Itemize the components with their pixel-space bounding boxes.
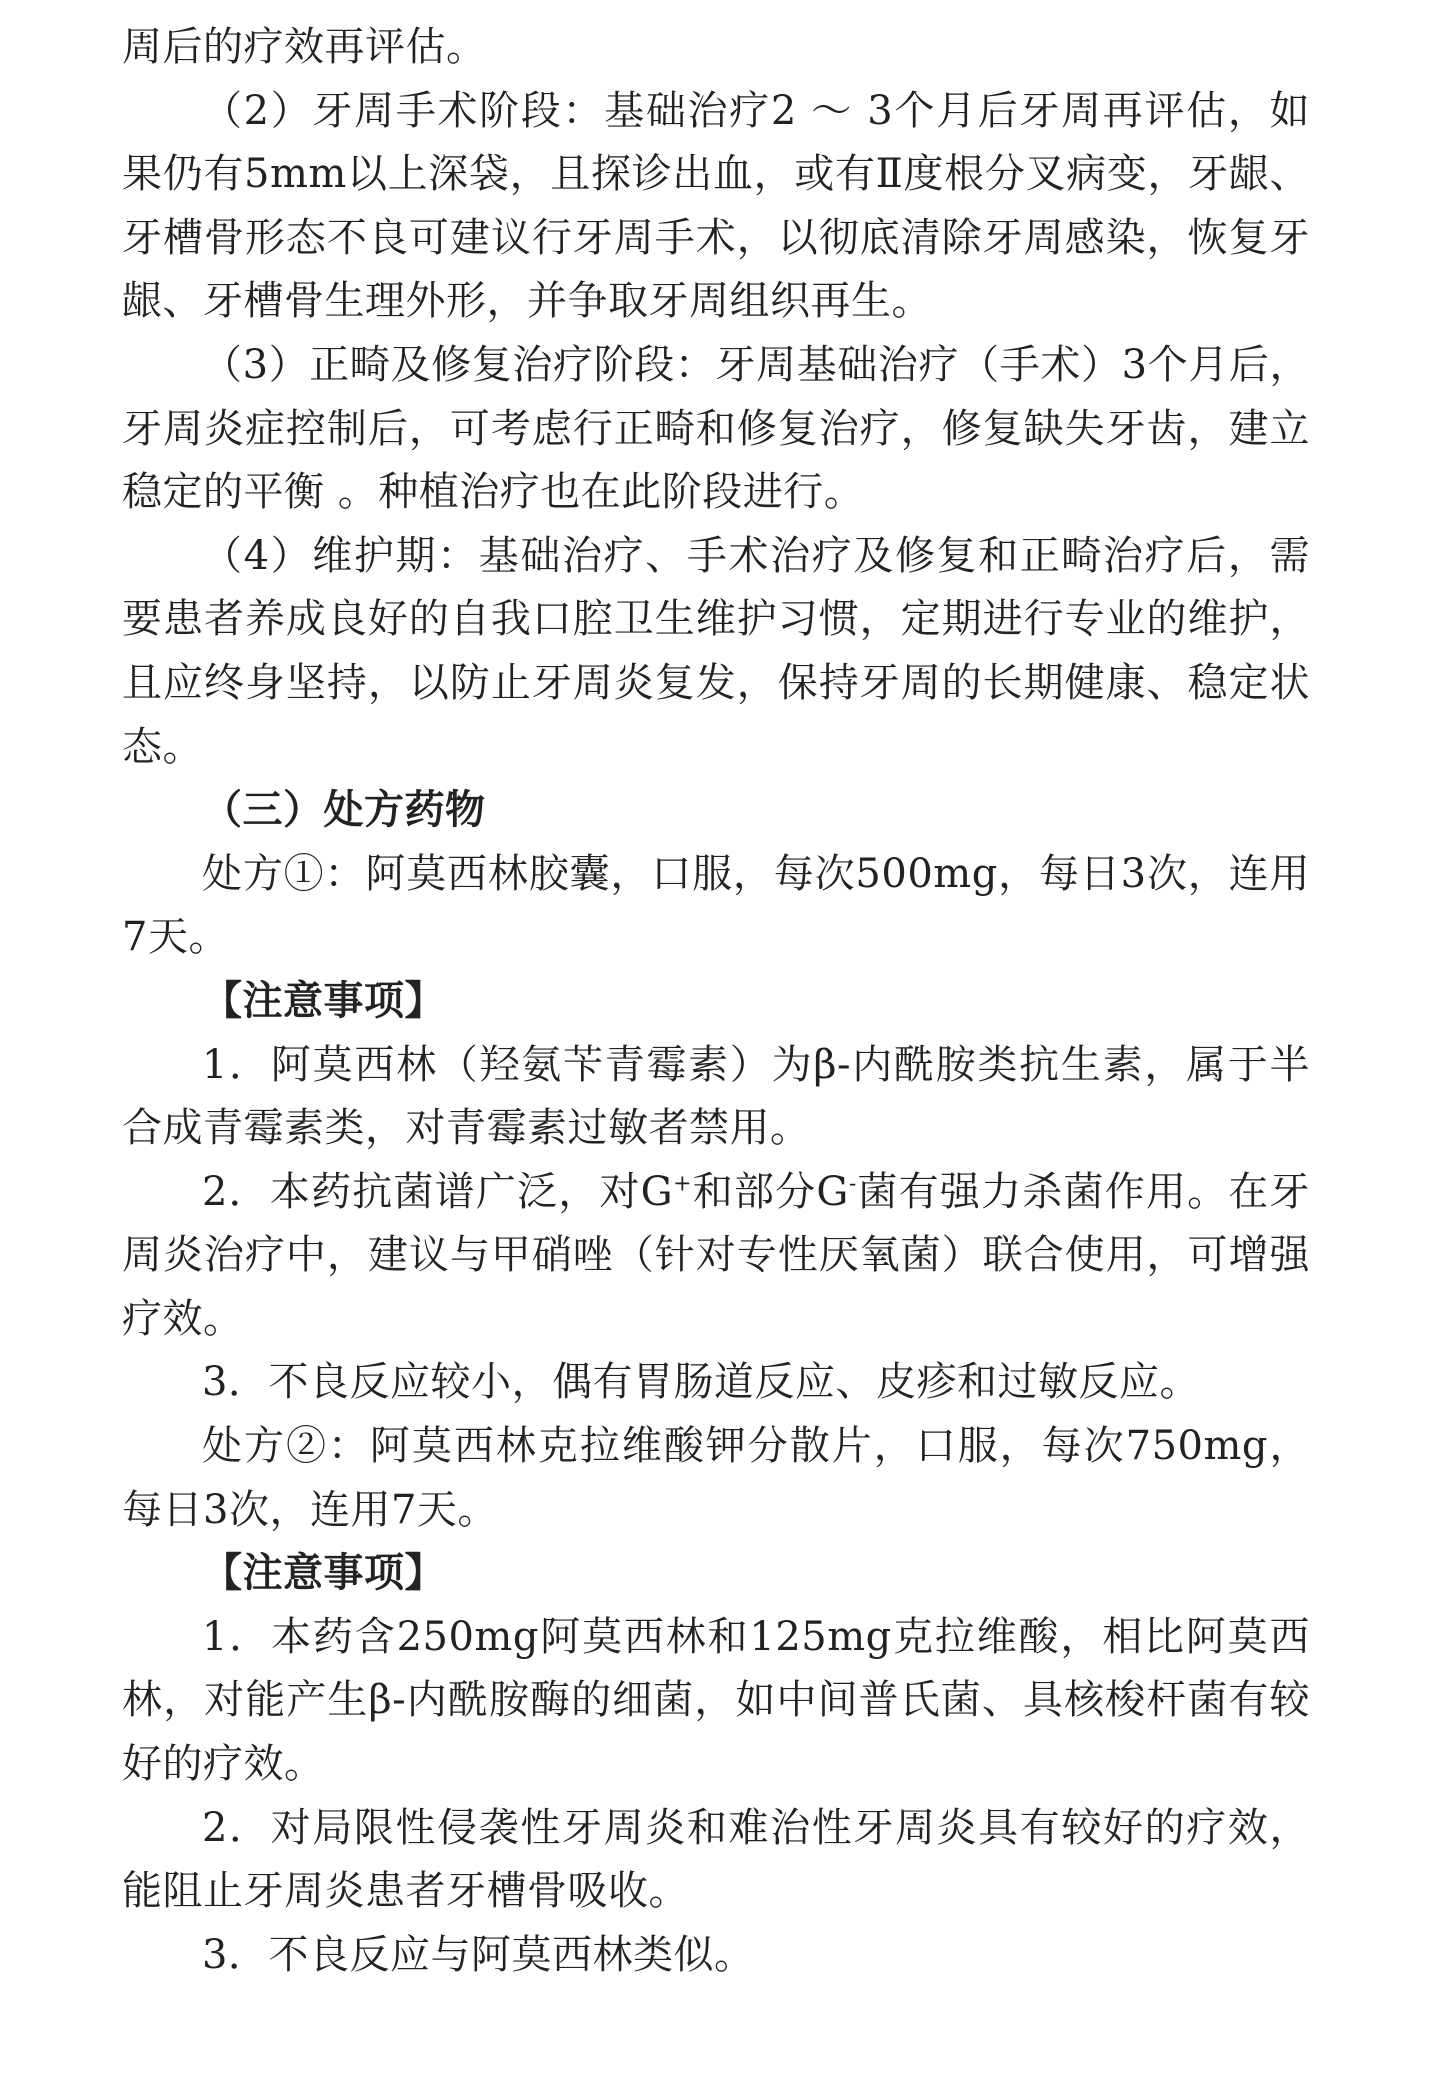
paragraph-periodontal-surgery-stage: （2）牙周手术阶段：基础治疗2 ～ 3个月后牙周再评估，如果仍有5mm以上深袋，且探诊出血，或有Ⅱ度根分叉病变，牙龈、牙槽骨形态不良可建议行牙周手术，以彻底清除牙周感染，恢复牙龈、牙槽骨生理外形，并争取牙周组织再生。 <box>122 87 1310 325</box>
paragraph-maintenance-stage: （4）维护期：基础治疗、手术治疗及修复和正畸治疗后，需要患者养成良好的自我口腔卫生维护习惯，定期进行专业的维护，且应终身坚持，以防止牙周炎复发，保持牙周的长期健康、稳定状态。 <box>122 532 1310 770</box>
note-1-2 <box>122 1161 1310 1352</box>
note-1-2-text-a: 2．本药抗菌谱广泛，对G <box>202 1168 674 1215</box>
document-page <box>122 16 1310 1987</box>
paragraph-orthodontic-restoration-stage: （3）正畸及修复治疗阶段：牙周基础治疗（手术）3个月后，牙周炎症控制后，可考虑行正畸和修复治疗，修复缺失牙齿，建立稳定的平衡 。种植治疗也在此阶段进行。 <box>122 341 1310 516</box>
note-1-3: 3．不良反应较小，偶有胃肠道反应、皮疹和过敏反应。 <box>202 1359 1200 1406</box>
notes-heading-2: 【注意事项】 <box>202 1550 445 1597</box>
gram-positive-superscript: + <box>673 1171 693 1197</box>
note-2-1: 1．本药含250mg阿莫西林和125mg克拉维酸，相比阿莫西林，对能产生β-内酰胺酶的细菌，如中间普氏菌、具核梭杆菌有较好的疗效。 <box>122 1613 1310 1788</box>
note-1-1: 1．阿莫西林（羟氨苄青霉素）为β-内酰胺类抗生素，属于半合成青霉素类，对青霉素过敏者禁用。 <box>122 1041 1310 1152</box>
note-1-2-text-b: 和部分G <box>692 1168 849 1215</box>
paragraph-prescription-1: 处方①：阿莫西林胶囊，口服，每次500mg，每日3次，连用7天。 <box>122 850 1310 961</box>
note-1-2-text-c: 菌有强力杀菌作用。在牙周炎治疗中，建议与甲硝唑（针对专性厌氧菌）联合使用，可增强疗效。 <box>122 1168 1311 1342</box>
note-2-3: 3．不良反应与阿莫西林类似。 <box>202 1931 755 1978</box>
notes-heading-1: 【注意事项】 <box>202 977 445 1024</box>
gram-negative-superscript: - <box>848 1171 857 1197</box>
note-2-2: 2．对局限性侵袭性牙周炎和难治性牙周炎具有较好的疗效，能阻止牙周炎患者牙槽骨吸收。 <box>122 1804 1310 1915</box>
section-heading-prescriptions: （三）处方药物 <box>202 787 486 834</box>
paragraph-prescription-2: 处方②：阿莫西林克拉维酸钾分散片，口服，每次750mg，每日3次，连用7天。 <box>122 1423 1310 1533</box>
paragraph-continuation: 周后的疗效再评估。 <box>122 24 487 70</box>
